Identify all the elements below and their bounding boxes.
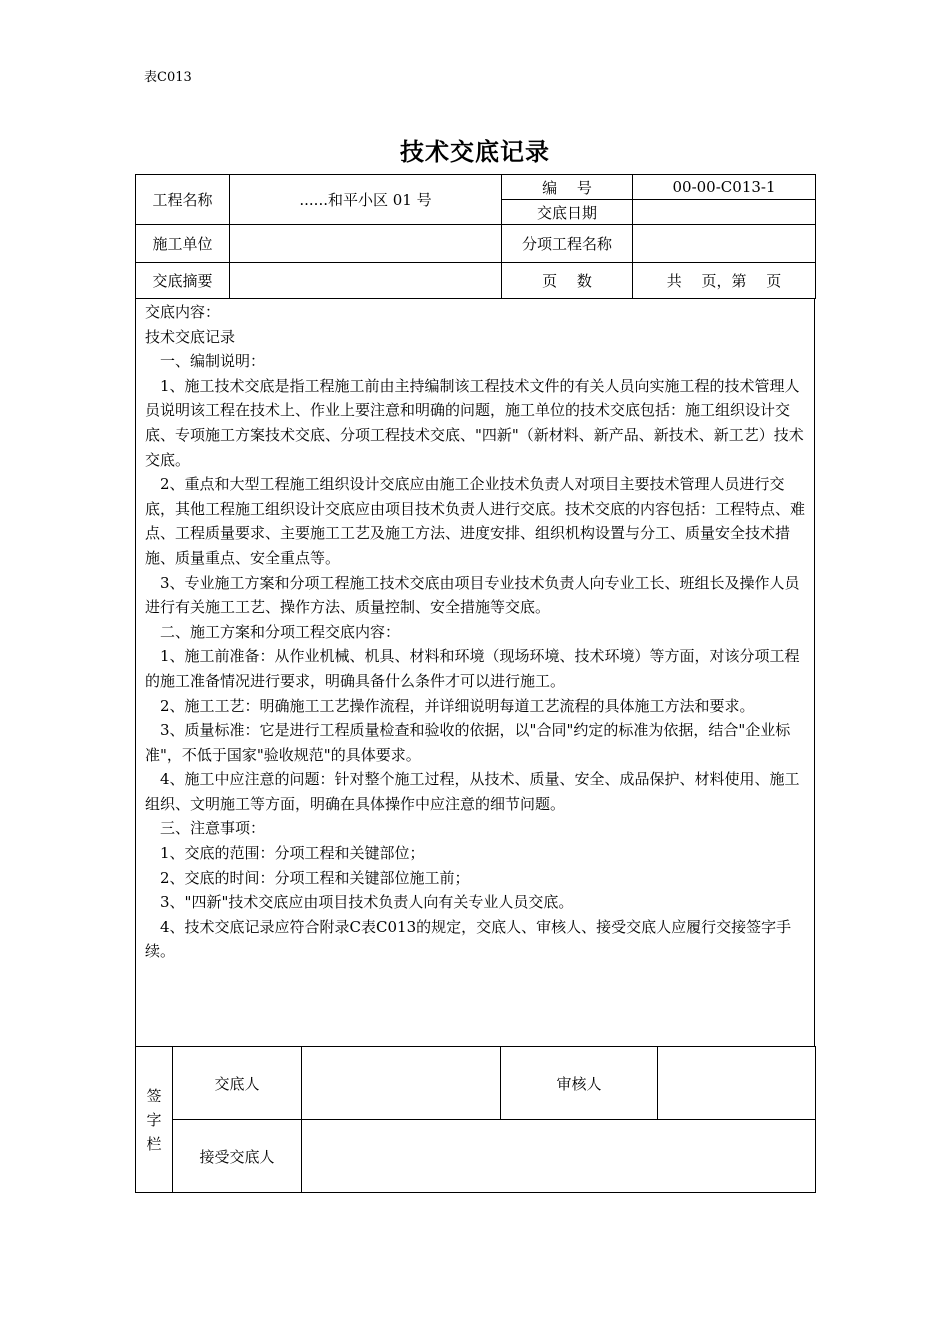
summary-label: 交底摘要 (136, 263, 230, 299)
signature-label-char: 签 (146, 1086, 162, 1105)
date-value[interactable] (633, 200, 816, 225)
receiver-label: 接受交底人 (173, 1120, 302, 1193)
content-line: 2、交底的时间：分项工程和关键部位施工前； (145, 868, 470, 887)
contractor-label: 施工单位 (136, 225, 230, 263)
pages-label: 页 数 (502, 263, 633, 299)
content-line: 3、质量标准：它是进行工程质量检查和验收的依据，以"合同"约定的标准为依据，结合"企业标准"，不低于国家"验收规范"的具体要求。 (145, 721, 791, 764)
subitem-label: 分项工程名称 (502, 225, 633, 263)
content-line: 1、施工技术交底是指工程施工前由主持编制该工程技术文件的有关人员向实施工程的技术管理人员说明该工程在技术上、作业上要注意和明确的问题，施工单位的技术交底包括：施工组织设计交底、专项施工方案技术交底、分项工程技术交底、"四新"（新材料、新产品、新技术、新工艺）技术交底。 (145, 376, 804, 469)
content-line: 交底内容： (145, 303, 221, 321)
content-line: 1、交底的范围：分项工程和关键部位； (145, 844, 425, 863)
number-label: 编 号 (502, 175, 633, 200)
contractor-value[interactable] (230, 225, 502, 263)
signature-section-label (136, 1047, 173, 1193)
number-value[interactable]: 00-00-C013-1 (633, 175, 816, 200)
reviewer-label: 审核人 (501, 1047, 658, 1120)
project-name-label: 工程名称 (136, 175, 230, 225)
receiver-signature[interactable] (302, 1120, 816, 1193)
content-line: 2、重点和大型工程施工组织设计交底应由施工企业技术负责人对项目主要技术管理人员进行交底，其他工程施工组织设计交底应由项目技术负责人进行交底。技术交底的内容包括：工程特点、难点、工程质量要求、主要施工工艺及施工方法、进度安排、组织机构设置与分工、质量安全技术措施、质量重点、安全重点等。 (145, 475, 806, 567)
content-line: 2、施工工艺：明确施工工艺操作流程，并详细说明每道工艺流程的具体施工方法和要求。 (145, 696, 755, 715)
form-code: 表C013 (144, 70, 192, 85)
disclosure-content (135, 298, 815, 1047)
signature-label-char: 栏 (146, 1134, 162, 1153)
reviewer-signature[interactable] (658, 1047, 816, 1120)
date-label: 交底日期 (502, 200, 633, 225)
signature-label-char: 字 (146, 1110, 162, 1129)
summary-value[interactable] (230, 263, 502, 299)
project-name-value[interactable]: ......和平小区 01 号 (230, 175, 502, 225)
signature-table (135, 1046, 816, 1193)
page-title: 技术交底记录 (400, 137, 550, 166)
presenter-signature[interactable] (302, 1047, 501, 1120)
content-line: 技术交底记录 (145, 327, 236, 346)
content-line: 4、施工中应注意的问题：针对整个施工过程，从技术、质量、安全、成品保护、材料使用、施工组织、文明施工等方面，明确在具体操作中应注意的细节问题。 (145, 770, 800, 813)
content-line: 1、施工前准备：从作业机械、机具、材料和环境（现场环境、技术环境）等方面，对该分项工程的施工准备情况进行要求，明确具备什么条件才可以进行施工。 (145, 647, 800, 690)
pages-value[interactable]: 共 页，第 页 (633, 263, 816, 299)
content-line: 3、"四新"技术交底应由项目技术负责人向有关专业人员交底。 (145, 893, 574, 912)
content-line: 二、施工方案和分项工程交底内容： (145, 622, 401, 641)
presenter-label: 交底人 (173, 1047, 302, 1120)
content-line: 三、注意事项： (145, 819, 266, 838)
subitem-value[interactable] (633, 225, 816, 263)
content-line: 3、专业施工方案和分项工程施工技术交底由项目专业技术负责人向专业工长、班组长及操作人员进行有关施工工艺、操作方法、质量控制、安全措施等交底。 (145, 573, 800, 617)
content-line: 4、技术交底记录应符合附录C表C013的规定，交底人、审核人、接受交底人应履行交接签字手续。 (145, 917, 792, 961)
header-table (135, 174, 816, 299)
content-line: 一、编制说明： (145, 352, 266, 371)
